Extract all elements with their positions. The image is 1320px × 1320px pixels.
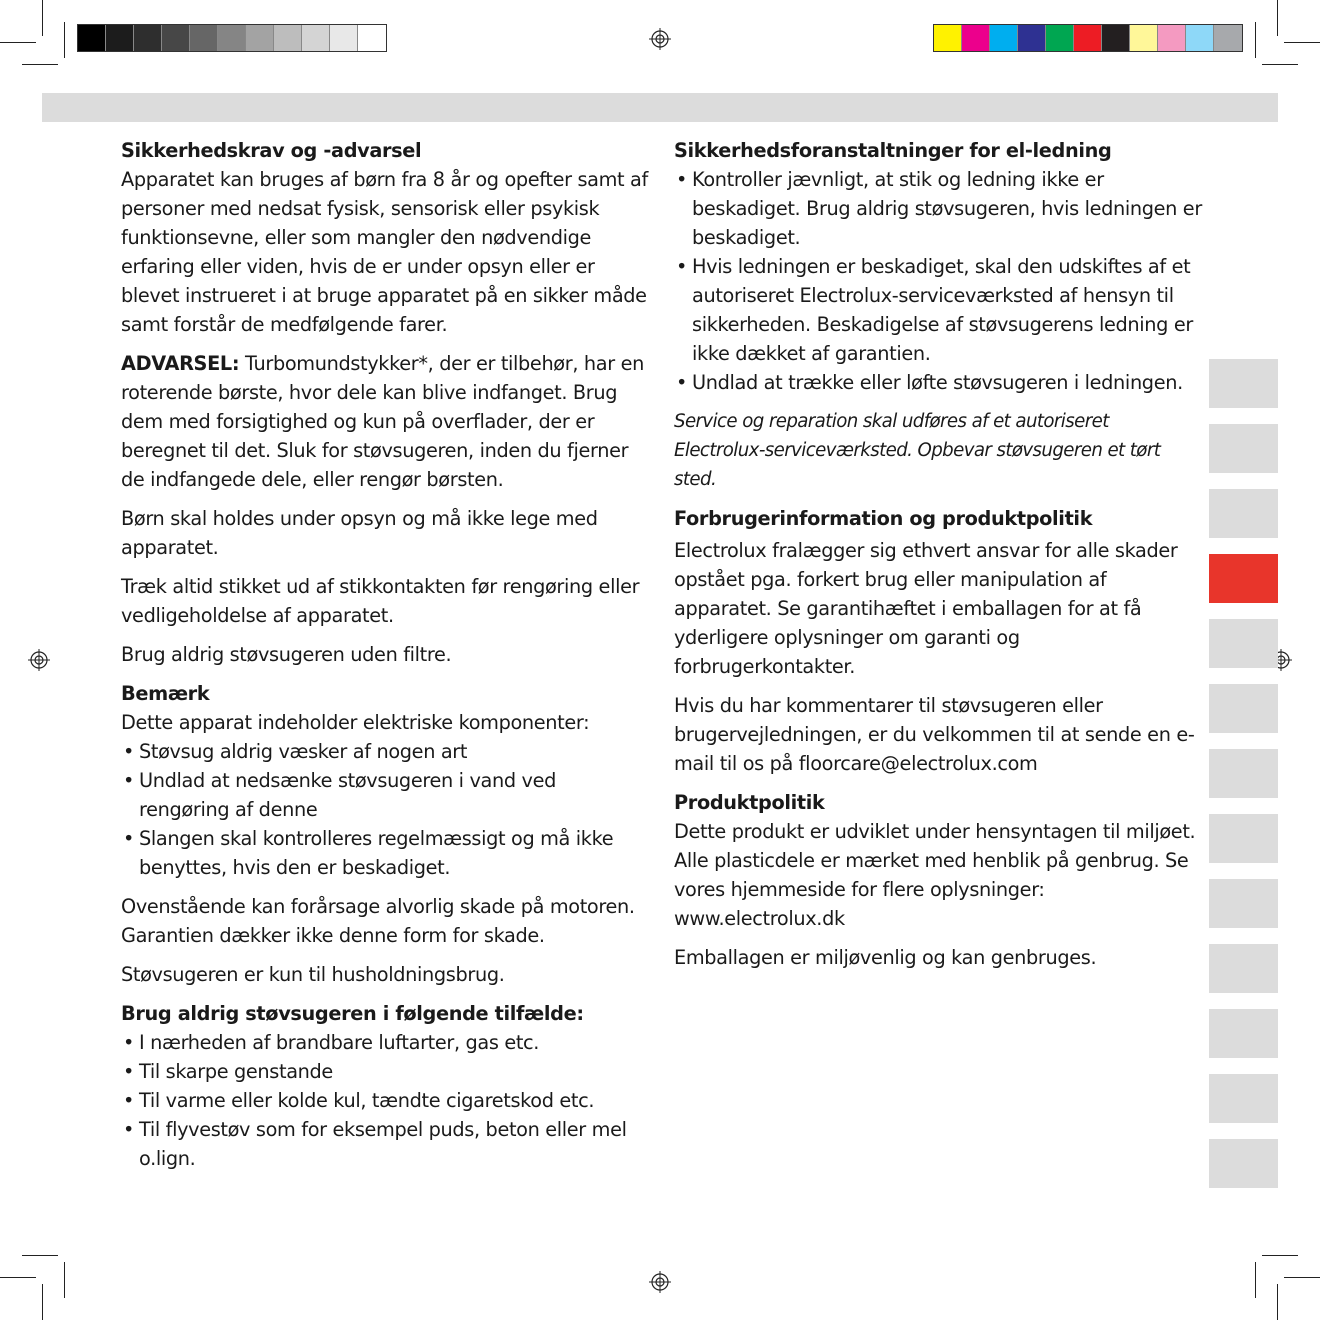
color-swatch bbox=[1214, 25, 1242, 51]
list-item: • Til flyvestøv som for eksempel puds, beton eller mel o.lign. bbox=[121, 1115, 651, 1173]
list-item: • Undlad at nedsænke støvsugeren i vand ved rengøring af denne bbox=[121, 766, 651, 824]
color-swatch bbox=[274, 25, 302, 51]
household-text: Støvsugeren er kun til husholdningsbrug. bbox=[121, 963, 505, 986]
side-tab[interactable] bbox=[1209, 1139, 1278, 1188]
crop-mark bbox=[1262, 1255, 1298, 1256]
side-tab[interactable] bbox=[1209, 359, 1278, 408]
crop-mark bbox=[64, 1262, 65, 1298]
crop-mark bbox=[42, 1284, 43, 1320]
never-heading: Brug aldrig støvsugeren i følgende tilfælde: bbox=[121, 1002, 584, 1025]
color-swatch bbox=[330, 25, 358, 51]
list-item: • Hvis ledningen er beskadiget, skal den udskiftes af et autoriseret Electrolux-serviceværksted af hensyn til sikkerheden. Beskadigelse af støvsugerens ledning er ikke dækket af garantien. bbox=[674, 252, 1204, 368]
consumer-heading: Forbrugerinformation og produktpolitik bbox=[674, 507, 1093, 530]
policy-text: Dette produkt er udviklet under hensyntagen til miljøet. Alle plasticdele er mærket med henblik på genbrug. Se vores hjemmeside for flere oplysninger: www.electrolux.dk bbox=[674, 820, 1196, 930]
list-item: • Undlad at trække eller løfte støvsugeren i ledningen. bbox=[674, 368, 1204, 397]
side-tab[interactable] bbox=[1209, 619, 1278, 668]
color-swatch bbox=[106, 25, 134, 51]
color-swatch bbox=[1158, 25, 1186, 51]
color-swatch bbox=[1102, 25, 1130, 51]
children-text: Børn skal holdes under opsyn og må ikke lege med apparatet. bbox=[121, 507, 598, 559]
crop-mark bbox=[1255, 1262, 1256, 1298]
warning-label: ADVARSEL: bbox=[121, 352, 240, 375]
note-heading: Bemærk bbox=[121, 682, 210, 705]
crop-mark bbox=[1262, 64, 1298, 65]
list-item: • I nærheden af brandbare luftarter, gas etc. bbox=[121, 1028, 651, 1057]
never-list bbox=[121, 1028, 651, 1173]
crop-mark bbox=[1277, 0, 1278, 36]
side-tab[interactable] bbox=[1209, 749, 1278, 798]
packaging-text: Emballagen er miljøvenlig og kan genbruges. bbox=[674, 946, 1097, 969]
registration-mark-icon bbox=[649, 28, 671, 50]
color-swatch bbox=[1018, 25, 1046, 51]
side-tab[interactable] bbox=[1209, 879, 1278, 928]
warning-text: Turbomundstykker*, der er tilbehør, har en roterende børste, hvor dele kan blive indfanget. Brug dem med forsigtighed og kun på overflader, der er beregnet til det. Sluk for støvsugeren, inden du fjerner de indfangede dele, eller rengør børsten. bbox=[121, 352, 644, 491]
side-tab[interactable] bbox=[1209, 814, 1278, 863]
crop-mark bbox=[0, 42, 36, 43]
side-tab[interactable] bbox=[1209, 1074, 1278, 1123]
comments-text: Hvis du har kommentarer til støvsugeren eller brugervejledningen, er du velkommen til at sende en e-mail til os på floorcare@electrolux.com bbox=[674, 694, 1195, 775]
left-column bbox=[121, 136, 651, 1183]
service-text: Service og reparation skal udføres af et autoriseret Electrolux-serviceværksted. Opbevar støvsugeren et tørt sted. bbox=[674, 411, 1161, 490]
color-swatch bbox=[302, 25, 330, 51]
grayscale-bar bbox=[77, 24, 387, 52]
color-swatch bbox=[1130, 25, 1158, 51]
crop-mark bbox=[1255, 22, 1256, 58]
side-tab[interactable] bbox=[1209, 684, 1278, 733]
crop-mark bbox=[22, 64, 58, 65]
side-tabs bbox=[1209, 359, 1278, 1204]
damage-text: Ovenstående kan forårsage alvorlig skade på motoren. Garantien dækker ikke denne form for skade. bbox=[121, 895, 635, 947]
warning-paragraph bbox=[121, 349, 651, 494]
unplug-text: Træk altid stikket ud af stikkontakten før rengøring eller vedligeholdelse af apparatet. bbox=[121, 575, 640, 627]
color-swatch bbox=[246, 25, 274, 51]
registration-mark-icon bbox=[649, 1271, 671, 1293]
color-swatch bbox=[1186, 25, 1214, 51]
process-color-bar bbox=[933, 24, 1243, 52]
list-item: • Støvsug aldrig væsker af nogen art bbox=[121, 737, 651, 766]
crop-mark bbox=[1284, 42, 1320, 43]
list-item: • Kontroller jævnligt, at stik og ledning ikke er beskadiget. Brug aldrig støvsugeren, hvis ledningen er beskadiget. bbox=[674, 165, 1204, 252]
note-intro: Dette apparat indeholder elektriske komponenter: bbox=[121, 711, 590, 734]
header-band bbox=[42, 93, 1278, 122]
crop-mark bbox=[1277, 1284, 1278, 1320]
color-swatch bbox=[190, 25, 218, 51]
color-swatch bbox=[78, 25, 106, 51]
crop-mark bbox=[1284, 1277, 1320, 1278]
crop-mark bbox=[64, 22, 65, 58]
color-swatch bbox=[934, 25, 962, 51]
filter-text: Brug aldrig støvsugeren uden filtre. bbox=[121, 643, 452, 666]
consumer-text: Electrolux fralægger sig ethvert ansvar for alle skader opstået pga. forkert brug eller manipulation af apparatet. Se garantihæftet i emballagen for at få yderligere oplysninger om garanti og forbrugerkontakter. bbox=[674, 539, 1178, 678]
side-tab[interactable] bbox=[1209, 1009, 1278, 1058]
color-swatch bbox=[218, 25, 246, 51]
list-item: • Slangen skal kontrolleres regelmæssigt og må ikke benyttes, hvis den er beskadiget. bbox=[121, 824, 651, 882]
cord-list bbox=[674, 165, 1204, 397]
color-swatch bbox=[134, 25, 162, 51]
list-item: • Til varme eller kolde kul, tændte cigaretskod etc. bbox=[121, 1086, 651, 1115]
color-swatch bbox=[162, 25, 190, 51]
side-tab-active[interactable] bbox=[1209, 554, 1278, 603]
registration-mark-icon bbox=[28, 649, 50, 671]
right-column bbox=[674, 136, 1204, 982]
cord-heading: Sikkerhedsforanstaltninger for el-ledning bbox=[674, 139, 1112, 162]
side-tab[interactable] bbox=[1209, 424, 1278, 473]
color-swatch bbox=[1046, 25, 1074, 51]
color-swatch bbox=[358, 25, 386, 51]
safety-text: Apparatet kan bruges af børn fra 8 år og opefter samt af personer med nedsat fysisk, sensorisk eller psykisk funktionsevne, eller som mangler den nødvendige erfaring eller viden, hvis de er under opsyn eller er blevet instrueret i at bruge apparatet på en sikker måde samt forstår de medfølgende farer. bbox=[121, 168, 648, 336]
note-list bbox=[121, 737, 651, 882]
side-tab[interactable] bbox=[1209, 489, 1278, 538]
crop-mark bbox=[42, 0, 43, 36]
color-swatch bbox=[962, 25, 990, 51]
crop-mark bbox=[0, 1277, 36, 1278]
safety-heading: Sikkerhedskrav og -advarsel bbox=[121, 139, 422, 162]
side-tab[interactable] bbox=[1209, 944, 1278, 993]
color-swatch bbox=[1074, 25, 1102, 51]
color-swatch bbox=[990, 25, 1018, 51]
list-item: • Til skarpe genstande bbox=[121, 1057, 651, 1086]
safety-section bbox=[121, 136, 651, 339]
crop-mark bbox=[22, 1255, 58, 1256]
policy-heading: Produktpolitik bbox=[674, 791, 825, 814]
